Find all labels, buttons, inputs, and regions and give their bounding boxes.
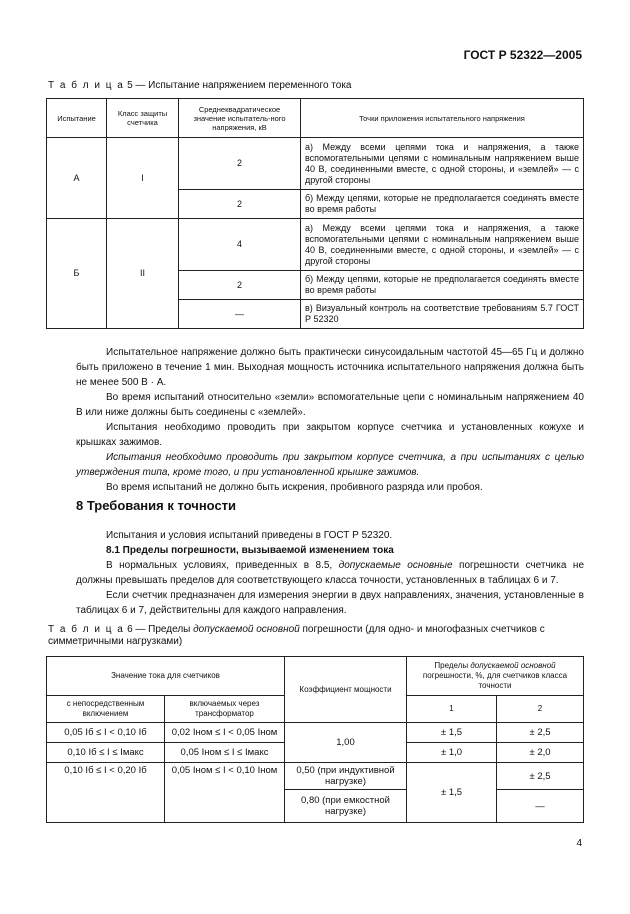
pf-cell: 1,00 (285, 723, 407, 763)
accuracy-text (76, 528, 584, 618)
table-header-row (47, 99, 584, 138)
paragraph: Испытания необходимо проводить при закрытом корпусе счетчика и установленных кожухе и крышках зажимов. (76, 422, 584, 448)
section-8-title: 8 Требования к точности (76, 498, 237, 513)
class2-cell: ± 2,0 (497, 743, 584, 763)
document-code: ГОСТ Р 52322—2005 (463, 48, 582, 62)
points-cell: б) Между цепями, которые не предполагается соединять вместе во время работы (301, 271, 584, 300)
kv-cell: 2 (179, 138, 301, 190)
page-number: 4 (576, 838, 582, 849)
header-cell: включаемых через трансформатор (165, 696, 285, 723)
header-cell: 2 (497, 696, 584, 723)
header-cell: Класс защиты счетчика (107, 99, 179, 138)
table6-caption: Т а б л и ц а 6 — Пределы допускаемой основной погрешности (для одно- и многофазных счетчиков с симметричными нагрузками) (48, 624, 545, 647)
trans-cell: 0,05 Iном ≤ I < 0,10 Iном (165, 763, 285, 823)
points-cell: в) Визуальный контроль на соответствие требованиям 5.7 ГОСТ Р 52320 (301, 300, 584, 329)
table-row (47, 219, 584, 271)
table5-caption: Т а б л и ц а 5 — Испытание напряжением переменного тока (48, 80, 352, 91)
kv-cell: — (179, 300, 301, 329)
header-cell: Испытание (47, 99, 107, 138)
pf-cell: 0,50 (при индуктивной нагрузке) (285, 763, 407, 790)
kv-cell: 2 (179, 190, 301, 219)
header-cell: Среднеквадратическое значение испытатель-ного напряжения, кВ (179, 99, 301, 138)
points-cell: б) Между цепями, которые не предполагается соединять вместе во время работы (301, 190, 584, 219)
table-row (47, 138, 584, 190)
table-6 (46, 656, 584, 823)
subsection-title: 8.1 Пределы погрешности, вызываемой изменением тока (106, 545, 394, 556)
table-5 (46, 98, 584, 329)
class1-cell: ± 1,5 (407, 763, 497, 823)
class1-cell: ± 1,5 (407, 723, 497, 743)
test-cell: А (47, 138, 107, 219)
paragraph: Испытания необходимо проводить при закрытом корпусе счетчика, а при испытаниях с целью утверждения типа, кроме того, и при установленной крышке зажимов. (76, 452, 584, 478)
kv-cell: 2 (179, 271, 301, 300)
trans-cell: 0,02 Iном ≤ I < 0,05 Iном (165, 723, 285, 743)
paragraph: Во время испытаний не должно быть искрения, пробивного разряда или пробоя. (106, 482, 483, 493)
header-cell: Коэффициент мощности (285, 657, 407, 723)
class-cell: I (107, 138, 179, 219)
class1-cell: ± 1,0 (407, 743, 497, 763)
class2-cell: ± 2,5 (497, 763, 584, 790)
direct-cell: 0,10 Iб ≤ I < 0,20 Iб (47, 763, 165, 823)
pf-cell: 0,80 (при емкостной нагрузке) (285, 790, 407, 823)
test-conditions-text (76, 345, 584, 495)
paragraph: Испытательное напряжение должно быть практически синусоидальным частотой 45—65 Гц и должно быть приложено в течение 1 мин. Выходная мощность источника испытательного напряжения должна быть не менее 500 В · А. (76, 347, 584, 388)
header-cell: с непосредственным включением (47, 696, 165, 723)
direct-cell: 0,10 Iб ≤ I ≤ Iмакс (47, 743, 165, 763)
paragraph: Испытания и условия испытаний приведены в ГОСТ Р 52320. (106, 530, 393, 541)
class2-cell: ± 2,5 (497, 723, 584, 743)
class-cell: II (107, 219, 179, 329)
paragraph: Во время испытаний относительно «земли» вспомогательные цепи с номинальным напряжением 40 В или ниже должны быть соединены с «землей». (76, 392, 584, 418)
table-row (47, 723, 584, 743)
header-cell: Пределы допускаемой основной погрешности, %, для счетчиков класса точности (407, 657, 584, 696)
kv-cell: 4 (179, 219, 301, 271)
direct-cell: 0,05 Iб ≤ I < 0,10 Iб (47, 723, 165, 743)
header-cell: Значение тока для счетчиков (47, 657, 285, 696)
paragraph: В нормальных условиях, приведенных в 8.5, допускаемые основные погрешности счетчика не должны превышать пределов для соответствующего класса точности, установленных в таблицах 6 и 7. (76, 560, 585, 586)
paragraph: Если счетчик предназначен для измерения энергии в двух направлениях, значения, установленные в таблицах 6 и 7, действительны для каждого направления. (76, 590, 584, 616)
table-header-row (47, 657, 584, 696)
points-cell: а) Между всеми цепями тока и напряжения, а также вспомогательными цепями с номинальным напряжением выше 40 В, соединенными вместе, с одной стороны, и «землей» — с другой стороны (301, 219, 584, 271)
class2-cell: — (497, 790, 584, 823)
table-row (47, 763, 584, 790)
trans-cell: 0,05 Iном ≤ I ≤ Iмакс (165, 743, 285, 763)
header-cell: Точки приложения испытательного напряжения (301, 99, 584, 138)
test-cell: Б (47, 219, 107, 329)
points-cell: а) Между всеми цепями тока и напряжения, а также вспомогательными цепями с номинальным напряжением выше 40 В, соединенными вместе, с одной стороны, и «землей» — с другой стороны (301, 138, 584, 190)
header-cell: 1 (407, 696, 497, 723)
